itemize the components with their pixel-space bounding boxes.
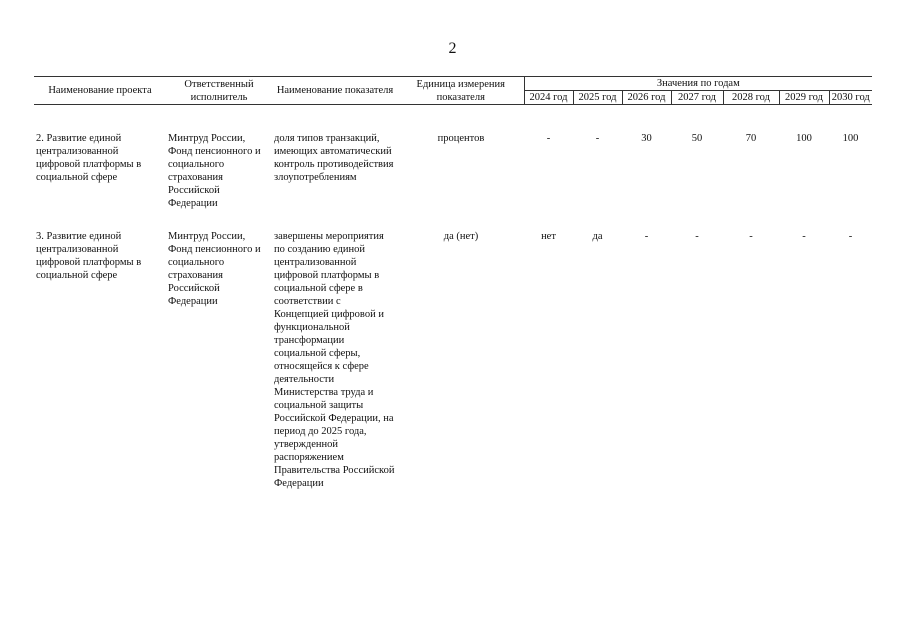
cell-responsible: Минтруд России, Фонд пенсионного и социального страхования Российской Федерации (168, 231, 261, 307)
cell-indicator: завершены мероприятия по созданию единой централизованной цифровой платформы в социальной сфере в соответствии с Концепцией цифровой и функциональной трансформации социальной сферы, относящейся к сфере деятельности Министерства труда и социальной защиты Российской Федерации, на период до 2025 года, утвержденной распоряжением Правительства Российской Федерации (274, 231, 395, 489)
header-row-1 (34, 77, 872, 91)
cell-value: 30 (641, 133, 652, 144)
cell-unit: процентов (437, 133, 485, 144)
cell-responsible: Минтруд России, Фонд пенсионного и социального страхования Российской Федерации (168, 133, 261, 209)
header-responsible: Ответственный исполнитель (166, 77, 272, 105)
header-year: 2028 год (723, 91, 779, 105)
header-unit: Единица измерения показателя (398, 77, 524, 105)
cell-value: - (749, 231, 753, 242)
cell-value: - (695, 231, 699, 242)
cell-value: - (644, 231, 649, 242)
header-year: 2026 год (622, 91, 671, 105)
header-year: 2027 год (671, 91, 723, 105)
cell-value: нет (541, 231, 556, 242)
cell-value: - (546, 133, 551, 144)
indicators-table (34, 76, 872, 490)
header-values-by-year: Значения по годам (524, 77, 872, 91)
table-row (34, 132, 872, 210)
table-row (34, 230, 872, 490)
cell-value: 70 (745, 133, 757, 144)
header-year: 2030 год (829, 91, 872, 105)
cell-value: 100 (796, 133, 812, 144)
header-project: Наименование проекта (34, 77, 166, 105)
page-number: 2 (448, 40, 457, 57)
cell-unit: да (нет) (443, 231, 479, 242)
cell-value: да (592, 231, 603, 242)
cell-value: 50 (691, 133, 703, 144)
cell-value: - (802, 231, 806, 242)
header-indicator: Наименование показателя (272, 77, 398, 105)
cell-value: - (595, 133, 600, 144)
cell-project: 3. Развитие единой централизованной цифровой платформы в социальной сфере (36, 231, 142, 281)
cell-indicator: доля типов транзакций, имеющих автоматический контроль противодействия злоупотреблениям (274, 133, 394, 183)
header-year: 2024 год (524, 91, 573, 105)
cell-project: 2. Развитие единой централизованной цифровой платформы в социальной сфере (36, 133, 142, 183)
header-year: 2029 год (779, 91, 829, 105)
header-year: 2025 год (573, 91, 622, 105)
cell-value: - (848, 231, 853, 242)
cell-value: 100 (842, 133, 859, 144)
